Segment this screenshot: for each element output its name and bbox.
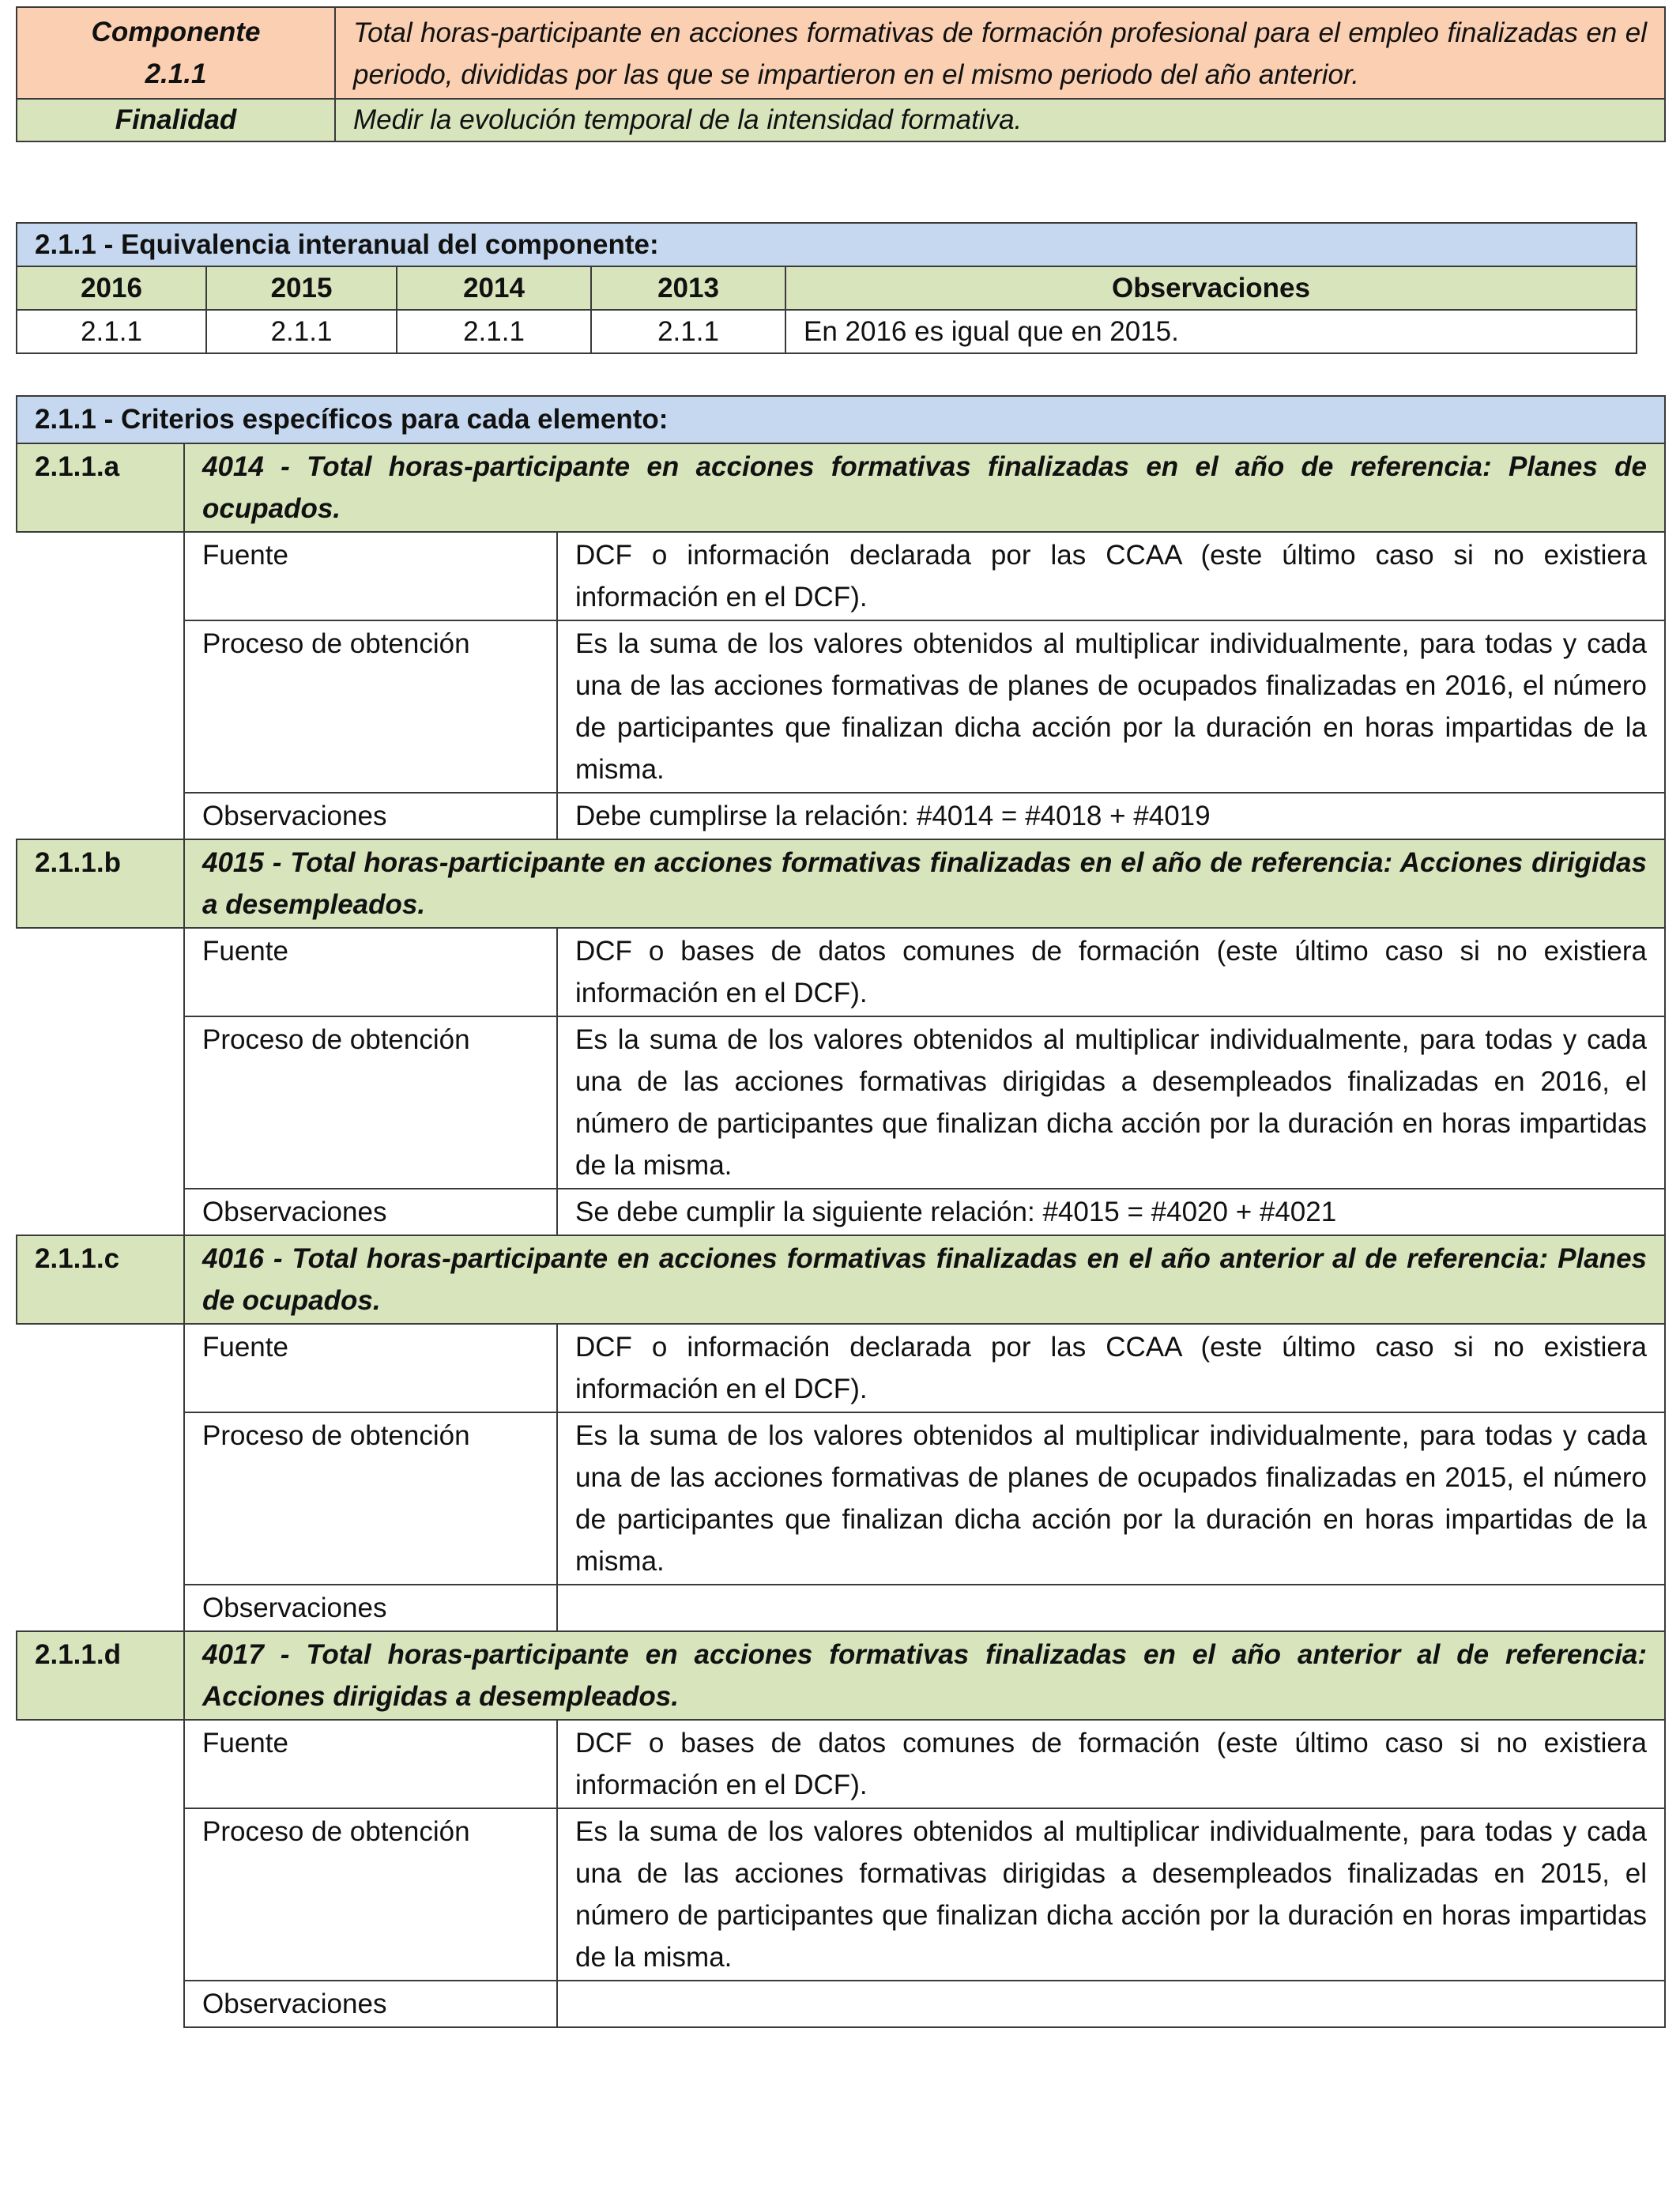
element-detail-row (17, 1189, 1665, 1235)
equivalence-cell-2016: 2.1.1 (17, 310, 206, 353)
component-code: 2.1.1 (145, 58, 207, 89)
observaciones-label: Observaciones (184, 1585, 557, 1631)
observaciones-label: Observaciones (184, 1189, 557, 1235)
indent-spacer (17, 1324, 184, 1631)
component-table (16, 6, 1666, 142)
equivalence-title: 2.1.1 - Equivalencia interanual del componente: (17, 223, 1637, 266)
component-description: Total horas-participante en acciones formativas de formación profesional para el empleo finalizadas en el periodo, divididas por las que se impartieron en el mismo periodo del año anterior. (335, 7, 1665, 99)
fuente-value: DCF o información declarada por las CCAA (este último caso si no existiera información en el DCF). (557, 532, 1665, 620)
observaciones-value: Debe cumplirse la relación: #4014 = #4018 + #4019 (557, 793, 1665, 839)
fuente-label: Fuente (184, 1324, 557, 1412)
observaciones-value (557, 1585, 1665, 1631)
element-code: 2.1.1.c (17, 1235, 184, 1324)
finalidad-label: Finalidad (17, 99, 335, 141)
observaciones-value (557, 1981, 1665, 2027)
element-title: 4014 - Total horas-participante en acciones formativas finalizadas en el año de referencia: Planes de ocupados. (184, 443, 1665, 532)
equivalence-cell-2013: 2.1.1 (591, 310, 785, 353)
finalidad-text: Medir la evolución temporal de la intensidad formativa. (335, 99, 1665, 141)
equivalence-cell-2014: 2.1.1 (397, 310, 591, 353)
element-detail-row (17, 532, 1665, 620)
proceso-label: Proceso de obtención (184, 1016, 557, 1189)
proceso-label: Proceso de obtención (184, 620, 557, 793)
equivalence-table (16, 222, 1637, 354)
equivalence-header-2016: 2016 (17, 266, 206, 310)
fuente-label: Fuente (184, 1720, 557, 1808)
fuente-value: DCF o información declarada por las CCAA (este último caso si no existiera información en el DCF). (557, 1324, 1665, 1412)
equivalence-header-2014: 2014 (397, 266, 591, 310)
element-code: 2.1.1.a (17, 443, 184, 532)
element-header-row (17, 839, 1665, 928)
indent-spacer (17, 1720, 184, 2027)
element-header-row (17, 1631, 1665, 1720)
element-detail-row (17, 1585, 1665, 1631)
component-label-cell (17, 7, 335, 99)
observaciones-label: Observaciones (184, 793, 557, 839)
element-detail-row (17, 928, 1665, 1016)
element-header-row (17, 1235, 1665, 1324)
proceso-value: Es la suma de los valores obtenidos al multiplicar individualmente, para todas y cada una de las acciones formativas de planes de ocupados finalizadas en 2016, el número de participantes que finalizan dicha acción por la duración en horas impartidas de la misma. (557, 620, 1665, 793)
indent-spacer (17, 928, 184, 1235)
element-title: 4016 - Total horas-participante en acciones formativas finalizadas en el año anterior al de referencia: Planes de ocupados. (184, 1235, 1665, 1324)
observaciones-label: Observaciones (184, 1981, 557, 2027)
proceso-value: Es la suma de los valores obtenidos al multiplicar individualmente, para todas y cada una de las acciones formativas de planes de ocupados finalizadas en 2015, el número de participantes que finalizan dicha acción por la duración en horas impartidas de la misma. (557, 1412, 1665, 1585)
fuente-label: Fuente (184, 532, 557, 620)
element-header-row (17, 443, 1665, 532)
proceso-label: Proceso de obtención (184, 1412, 557, 1585)
element-detail-row (17, 1808, 1665, 1981)
indent-spacer (17, 532, 184, 839)
element-detail-row (17, 1324, 1665, 1412)
component-label: Componente (91, 17, 261, 47)
fuente-label: Fuente (184, 928, 557, 1016)
criteria-title: 2.1.1 - Criterios específicos para cada elemento: (17, 396, 1665, 443)
criteria-table (16, 395, 1666, 2028)
element-detail-row (17, 620, 1665, 793)
proceso-value: Es la suma de los valores obtenidos al multiplicar individualmente, para todas y cada una de las acciones formativas dirigidas a desempleados finalizadas en 2015, el número de participantes que finalizan dicha acción por la duración en horas impartidas de la misma. (557, 1808, 1665, 1981)
element-title: 4015 - Total horas-participante en acciones formativas finalizadas en el año de referencia: Acciones dirigidas a desempleados. (184, 839, 1665, 928)
proceso-label: Proceso de obtención (184, 1808, 557, 1981)
equivalence-cell-observaciones: En 2016 es igual que en 2015. (785, 310, 1637, 353)
element-detail-row (17, 1981, 1665, 2027)
element-code: 2.1.1.d (17, 1631, 184, 1720)
element-code: 2.1.1.b (17, 839, 184, 928)
equivalence-header-observaciones: Observaciones (785, 266, 1637, 310)
element-detail-row (17, 1412, 1665, 1585)
observaciones-value: Se debe cumplir la siguiente relación: #4015 = #4020 + #4021 (557, 1189, 1665, 1235)
equivalence-cell-2015: 2.1.1 (206, 310, 397, 353)
element-detail-row (17, 1016, 1665, 1189)
equivalence-header-2015: 2015 (206, 266, 397, 310)
element-detail-row (17, 1720, 1665, 1808)
element-title: 4017 - Total horas-participante en acciones formativas finalizadas en el año anterior al de referencia: Acciones dirigidas a desempleados. (184, 1631, 1665, 1720)
element-detail-row (17, 793, 1665, 839)
fuente-value: DCF o bases de datos comunes de formación (este último caso si no existiera información en el DCF). (557, 1720, 1665, 1808)
proceso-value: Es la suma de los valores obtenidos al multiplicar individualmente, para todas y cada una de las acciones formativas dirigidas a desempleados finalizadas en 2016, el número de participantes que finalizan dicha acción por la duración en horas impartidas de la misma. (557, 1016, 1665, 1189)
fuente-value: DCF o bases de datos comunes de formación (este último caso si no existiera información en el DCF). (557, 928, 1665, 1016)
equivalence-header-2013: 2013 (591, 266, 785, 310)
